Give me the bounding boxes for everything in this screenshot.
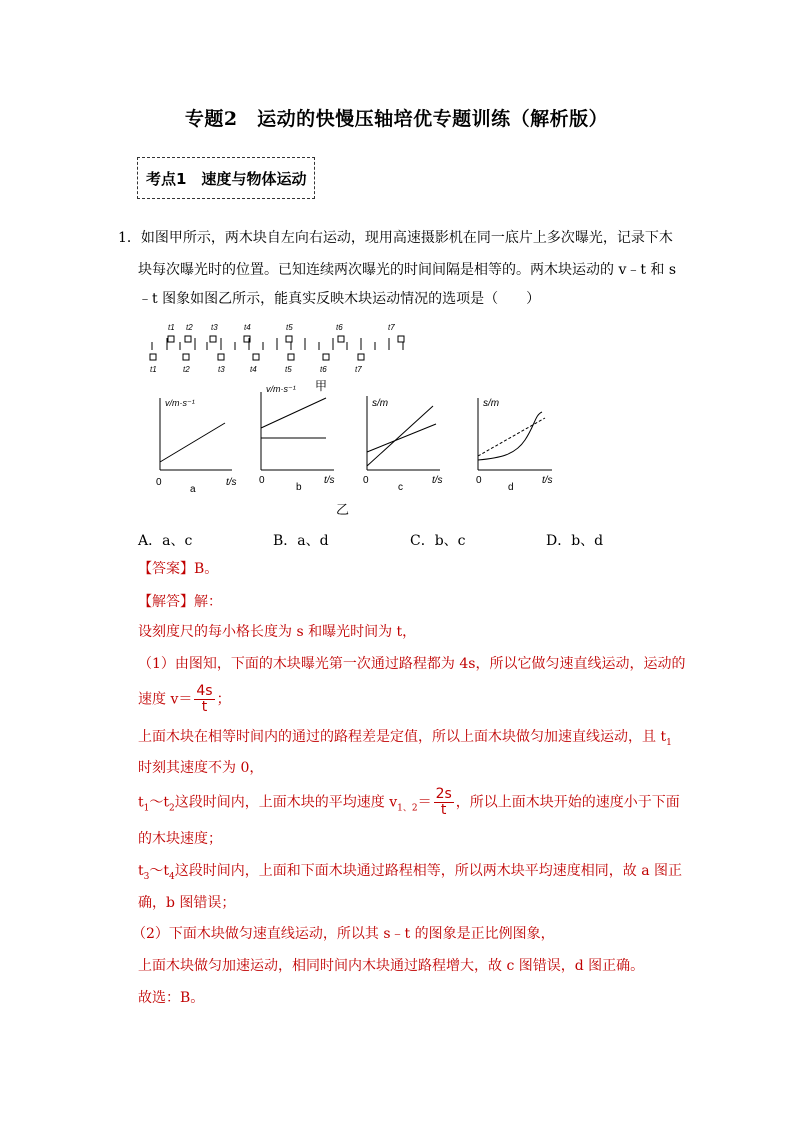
p8-t3-sub: 3: [143, 871, 150, 882]
bottom-label-t2: t2: [183, 365, 190, 374]
graph-a-ylabel: v/m·s⁻¹: [165, 398, 195, 408]
graph-d-name: d: [508, 482, 514, 493]
graph-c-xlabel: t/s: [432, 475, 443, 486]
question-line-3: ﹣t 图象如图乙所示，能真实反映木块运动情况的选项是（ ）: [138, 291, 541, 307]
top-label-t3: t3: [211, 323, 218, 332]
solution-p11: 上面木块做匀加速运动，相同时间内木块通过路程增大，故 c 图错误，d 图正确。: [138, 958, 645, 974]
solution-p3: [138, 684, 700, 715]
solution-p5: 时刻其速度不为 0，: [138, 760, 264, 776]
question-line-2: 块每次曝光时的位置。已知连续两次曝光的时间间隔是相等的。两木块运动的 v﹣t 和 s: [138, 262, 677, 278]
solution-p6: [138, 787, 700, 818]
fraction2-denominator: t: [440, 802, 447, 818]
graph-b: [261, 392, 334, 470]
solution-head: 【解答】解：: [138, 594, 222, 610]
graph-d-ylabel: s/m: [483, 398, 500, 409]
solution-p4-sub: 1: [666, 737, 672, 748]
top-label-t4: t4: [244, 323, 251, 332]
bottom-label-t6: t6: [320, 365, 327, 374]
fraction2-numerator: 2s: [435, 786, 452, 802]
figure-yi-label: 乙: [336, 502, 350, 517]
option-a: A．a、c: [138, 533, 193, 549]
graph-b-xlabel: t/s: [324, 475, 335, 486]
p8-text: 这段时间内，上面和下面木块通过路程相等，所以两木块平均速度相同，故 a 图正: [174, 863, 682, 879]
graph-a-origin: 0: [156, 477, 162, 488]
topic-box: [137, 157, 315, 199]
solution-p12: 故选：B。: [138, 990, 205, 1006]
figure-jia-label: 甲: [315, 379, 328, 393]
graph-b-origin: 0: [259, 475, 265, 486]
bottom-label-t1: t1: [150, 365, 157, 374]
question-number: 1．: [118, 230, 141, 246]
question-line-1: [118, 228, 680, 249]
graph-c-name: c: [398, 482, 403, 493]
p6-t2: ～t: [149, 794, 170, 811]
graph-d-origin: 0: [476, 475, 482, 486]
top-label-t1: t1: [168, 323, 175, 332]
graph-a-xlabel: t/s: [226, 477, 237, 488]
answer-line: 【答案】B。: [138, 561, 219, 577]
solution-p8: [138, 861, 700, 888]
motion-figure: [140, 320, 580, 520]
bottom-label-t7: t7: [355, 365, 362, 374]
option-b: B．a、d: [273, 533, 329, 549]
top-label-t2: t2: [186, 323, 193, 332]
graph-a-name: a: [190, 484, 196, 495]
solution-p1: 设刻度尺的每小格长度为 s 和曝光时间为 t，: [138, 624, 417, 640]
solution-p10: （2）下面木块做匀速直线运动，所以其 s﹣t 的图象是正比例图象，: [132, 926, 555, 942]
p8-t4-sub: 4: [169, 871, 175, 882]
bottom-label-t5: t5: [285, 365, 292, 374]
fraction-2s-t: [434, 787, 454, 818]
solution-p4-text: 上面木块在相等时间内的通过的路程差是定值，所以上面木块做匀加速直线运动，且 t: [138, 729, 667, 745]
bottom-label-t4: t4: [250, 365, 257, 374]
p6-t2-sub: 2: [169, 803, 175, 814]
top-label-t5: t5: [286, 323, 293, 332]
option-d: D．b、d: [546, 533, 604, 549]
solution-p7: 的木块速度；: [138, 831, 222, 847]
graph-c-origin: 0: [363, 475, 369, 486]
fraction-4s-t: [194, 684, 214, 715]
solution-p9: 确，b 图错误；: [138, 895, 236, 911]
p6-text: 这段时间内，上面木块的平均速度 v: [174, 794, 398, 811]
solution-p4: [138, 727, 700, 754]
option-c: C．b、c: [410, 533, 466, 549]
fraction-numerator: 4s: [196, 683, 213, 699]
fraction-denominator: t: [201, 699, 208, 715]
graph-b-name: b: [296, 482, 302, 493]
bottom-label-t3: t3: [218, 365, 225, 374]
p6-t1-sub: 1: [143, 803, 150, 814]
p8-t3: t: [138, 863, 144, 879]
graph-a: [160, 398, 232, 470]
p6-v-sub: 1、2: [397, 803, 418, 814]
p8-t4: ～t: [149, 863, 170, 879]
top-label-t6: t6: [336, 323, 343, 332]
p6-tail: ，所以上面木块开始的速度小于下面: [455, 794, 680, 811]
graph-d-xlabel: t/s: [542, 475, 553, 486]
speed-prefix: 速度 v＝: [138, 691, 193, 708]
topic-label: 考点1 速度与物体运动: [146, 169, 307, 188]
p6-t1: t: [138, 794, 144, 811]
top-label-t7: t7: [388, 323, 395, 332]
page-title: 专题2 运动的快慢压轴培优专题训练（解析版）: [184, 108, 609, 130]
graph-b-ylabel: v/m·s⁻¹: [266, 384, 296, 394]
question-text-1: 如图甲所示，两木块自左向右运动，现用高速摄影机在同一底片上多次曝光，记录下木: [140, 230, 673, 246]
speed-suffix: ；: [216, 691, 231, 708]
graph-c-ylabel: s/m: [372, 398, 389, 409]
solution-p2: （1）由图知，下面的木块曝光第一次通过路程都为 4s，所以它做匀速直线运动，运动的: [138, 656, 686, 672]
p6-eq: ＝: [417, 794, 432, 811]
